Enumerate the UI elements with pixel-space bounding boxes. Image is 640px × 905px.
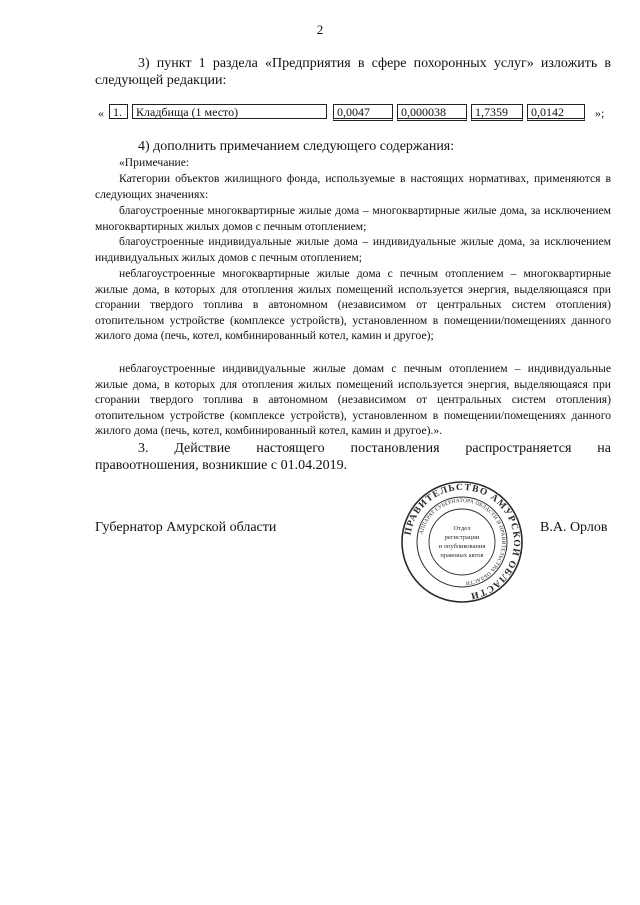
stamp-center-line2: регистрации <box>444 534 480 541</box>
stamp-center-line1: Отдел <box>453 525 471 532</box>
item3-line2: следующей редакции: <box>95 73 227 88</box>
note-paragraph-2: благоустроенные многоквартирные жилые дома – многоквартирные жилые дома, за исключением многоквартирных жилых домов с печным отоплением; <box>95 204 611 233</box>
final-item-line2: правоотношения, возникшие с 01.04.2019. <box>95 458 348 473</box>
official-stamp <box>400 480 524 604</box>
row-number-cell: 1. <box>109 104 128 119</box>
note-paragraph-3: благоустроенные индивидуальные жилые дома – индивидуальные жилые дома, за исключением индивидуальных жилых домов с печным отоплением; <box>95 235 611 264</box>
row-value4-cell: 0,0142 <box>527 104 585 121</box>
final-item-line1: 3. Действие настоящего постановления распространяется на <box>138 441 611 456</box>
svg-text:АППАРАТ ГУБЕРНАТОРА ОБЛАСТИ И <box>419 498 506 586</box>
services-table-row <box>95 102 615 124</box>
open-quote: « <box>98 106 104 120</box>
signatory-position: Губернатор Амурской области <box>95 520 277 535</box>
stamp-inner-text: АППАРАТ ГУБЕРНАТОРА ОБЛАСТИ И ПРАВИТЕЛЬСТВА ОБЛАСТИ <box>418 497 507 586</box>
stamp-center-line3: и опубликования <box>438 543 486 550</box>
stamp-center-line4: правовых актов <box>440 552 484 559</box>
item3-line1: 3) пункт 1 раздела «Предприятия в сфере похоронных услуг» изложить в <box>138 56 611 71</box>
stamp-outer-text: ПРАВИТЕЛЬСТВО АМУРСКОЙ ОБЛАСТИ <box>403 482 522 601</box>
item4-line1: 4) дополнить примечанием следующего содержания: <box>138 139 455 154</box>
row-value3-cell: 1,7359 <box>471 104 523 121</box>
signatory-name: В.А. Орлов <box>540 520 608 535</box>
note-heading: «Примечание: <box>119 156 190 169</box>
note-paragraph-4: неблагоустроенные многоквартирные жилые дома с печным отоплением – многоквартирные жилые дома, в которых для отопления жилых помещений используется энергия, выделяющаяся при сгорании твердого топлива в автономном (независимом от центральных систем отопления) отопительном устройстве (комплексе устройств), установленном в помещении/помещениях данного жилого дома (печь, котел, комбинированный котел, камин и другое); <box>95 267 611 343</box>
row-value2-cell: 0,000038 <box>397 104 467 121</box>
note-paragraph-5: неблагоустроенные индивидуальные жилые домам с печным отоплением – индивидуальные жилые дома, в которых для отопления жилых помещений используется энергия, выделяющаяся при сгорании твердого топлива в автономном (независимом от центральных систем отопления) отопительном устройстве (комплексе устройств), установленном в помещении/помещениях данного жилого дома (печь, котел, комбинированный котел, камин и другое).». <box>95 362 611 438</box>
row-value1-cell: 0,0047 <box>333 104 393 121</box>
row-name-cell: Кладбища (1 место) <box>132 104 327 119</box>
row-close: »; <box>595 106 605 120</box>
page-number: 2 <box>316 22 324 37</box>
note-paragraph-1: Категории объектов жилищного фонда, используемые в настоящих нормативах, применяются в следующих значениях: <box>95 172 611 201</box>
